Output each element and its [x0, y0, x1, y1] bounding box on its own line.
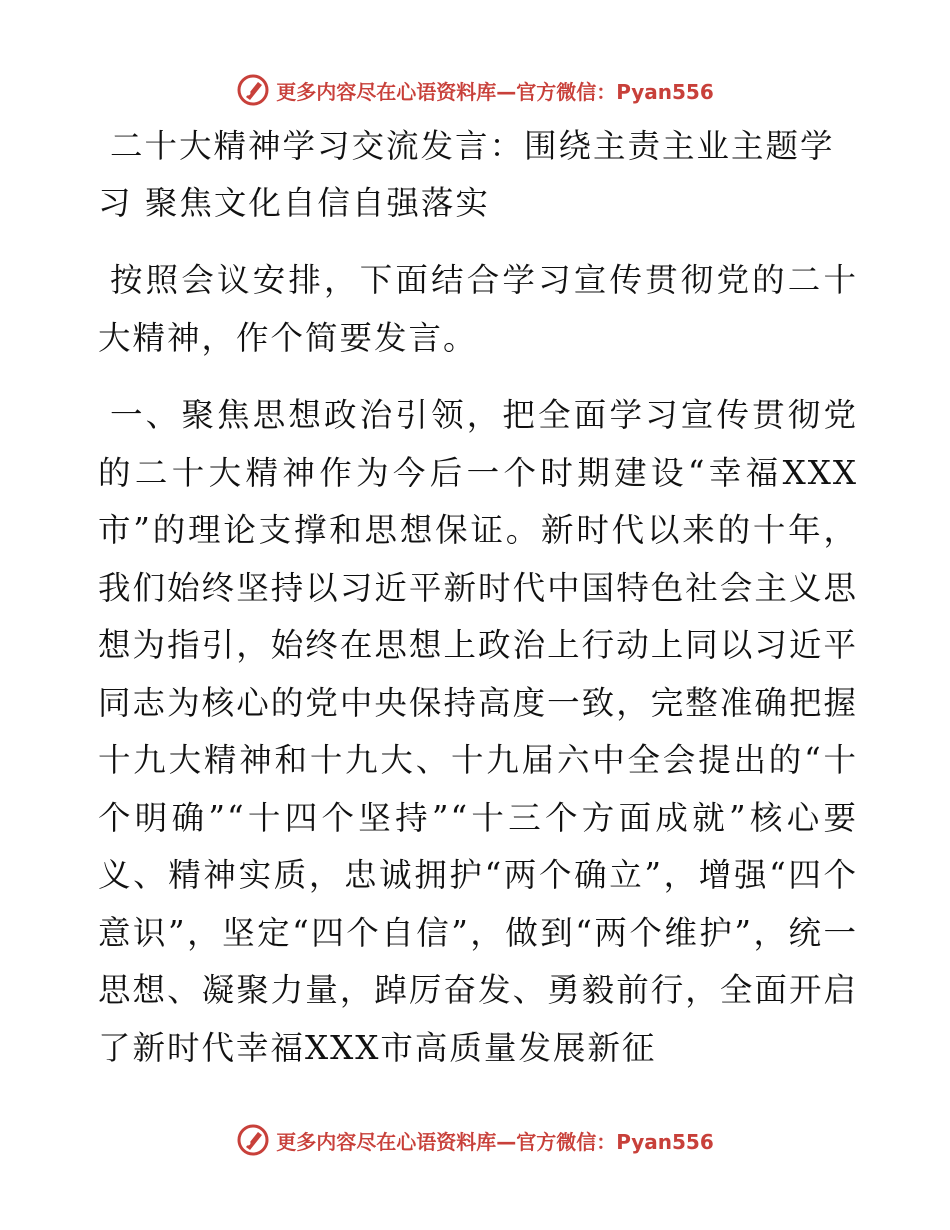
footer-banner — [0, 1120, 950, 1160]
paragraph-intro: 按照会议安排，下面结合学习宣传贯彻党的二十大精神，作个简要发言。 — [98, 261, 858, 357]
paragraph-section-one: 一、聚焦思想政治引领，把全面学习宣传贯彻党的二十大精神作为今后一个时期建设“幸福XXX市”的理论支撑和思想保证。新时代以来的十年，我们始终坚持以习近平新时代中国特色社会主义思想为指引，始终在思想上政治上行动上同以习近平同志为核心的党中央保持高度一致，完整准确把握十九大精神和十九大、十九届六中全会提出的“十个明确”“十四个坚持”“十三个方面成就”核心要义、精神实质，忠诚拥护“两个确立”，增强“四个意识”，坚定“四个自信”，做到“两个维护”，统一思想、凝聚力量，踔厉奋发、勇毅前行，全面开启了新时代幸福XXX市高质量发展新征 — [98, 396, 858, 1067]
footer-banner-text: 更多内容尽在心语资料库—官方微信：Pyan556 — [276, 1129, 714, 1154]
header-banner — [0, 70, 950, 110]
document-title: 二十大精神学习交流发言：围绕主责主业主题学习 聚焦文化自信自强落实 — [98, 127, 835, 222]
pen-logo-icon — [236, 73, 270, 107]
pen-logo-icon — [236, 1123, 270, 1157]
document-body — [98, 118, 858, 1097]
header-banner-text: 更多内容尽在心语资料库—官方微信：Pyan556 — [276, 79, 714, 104]
